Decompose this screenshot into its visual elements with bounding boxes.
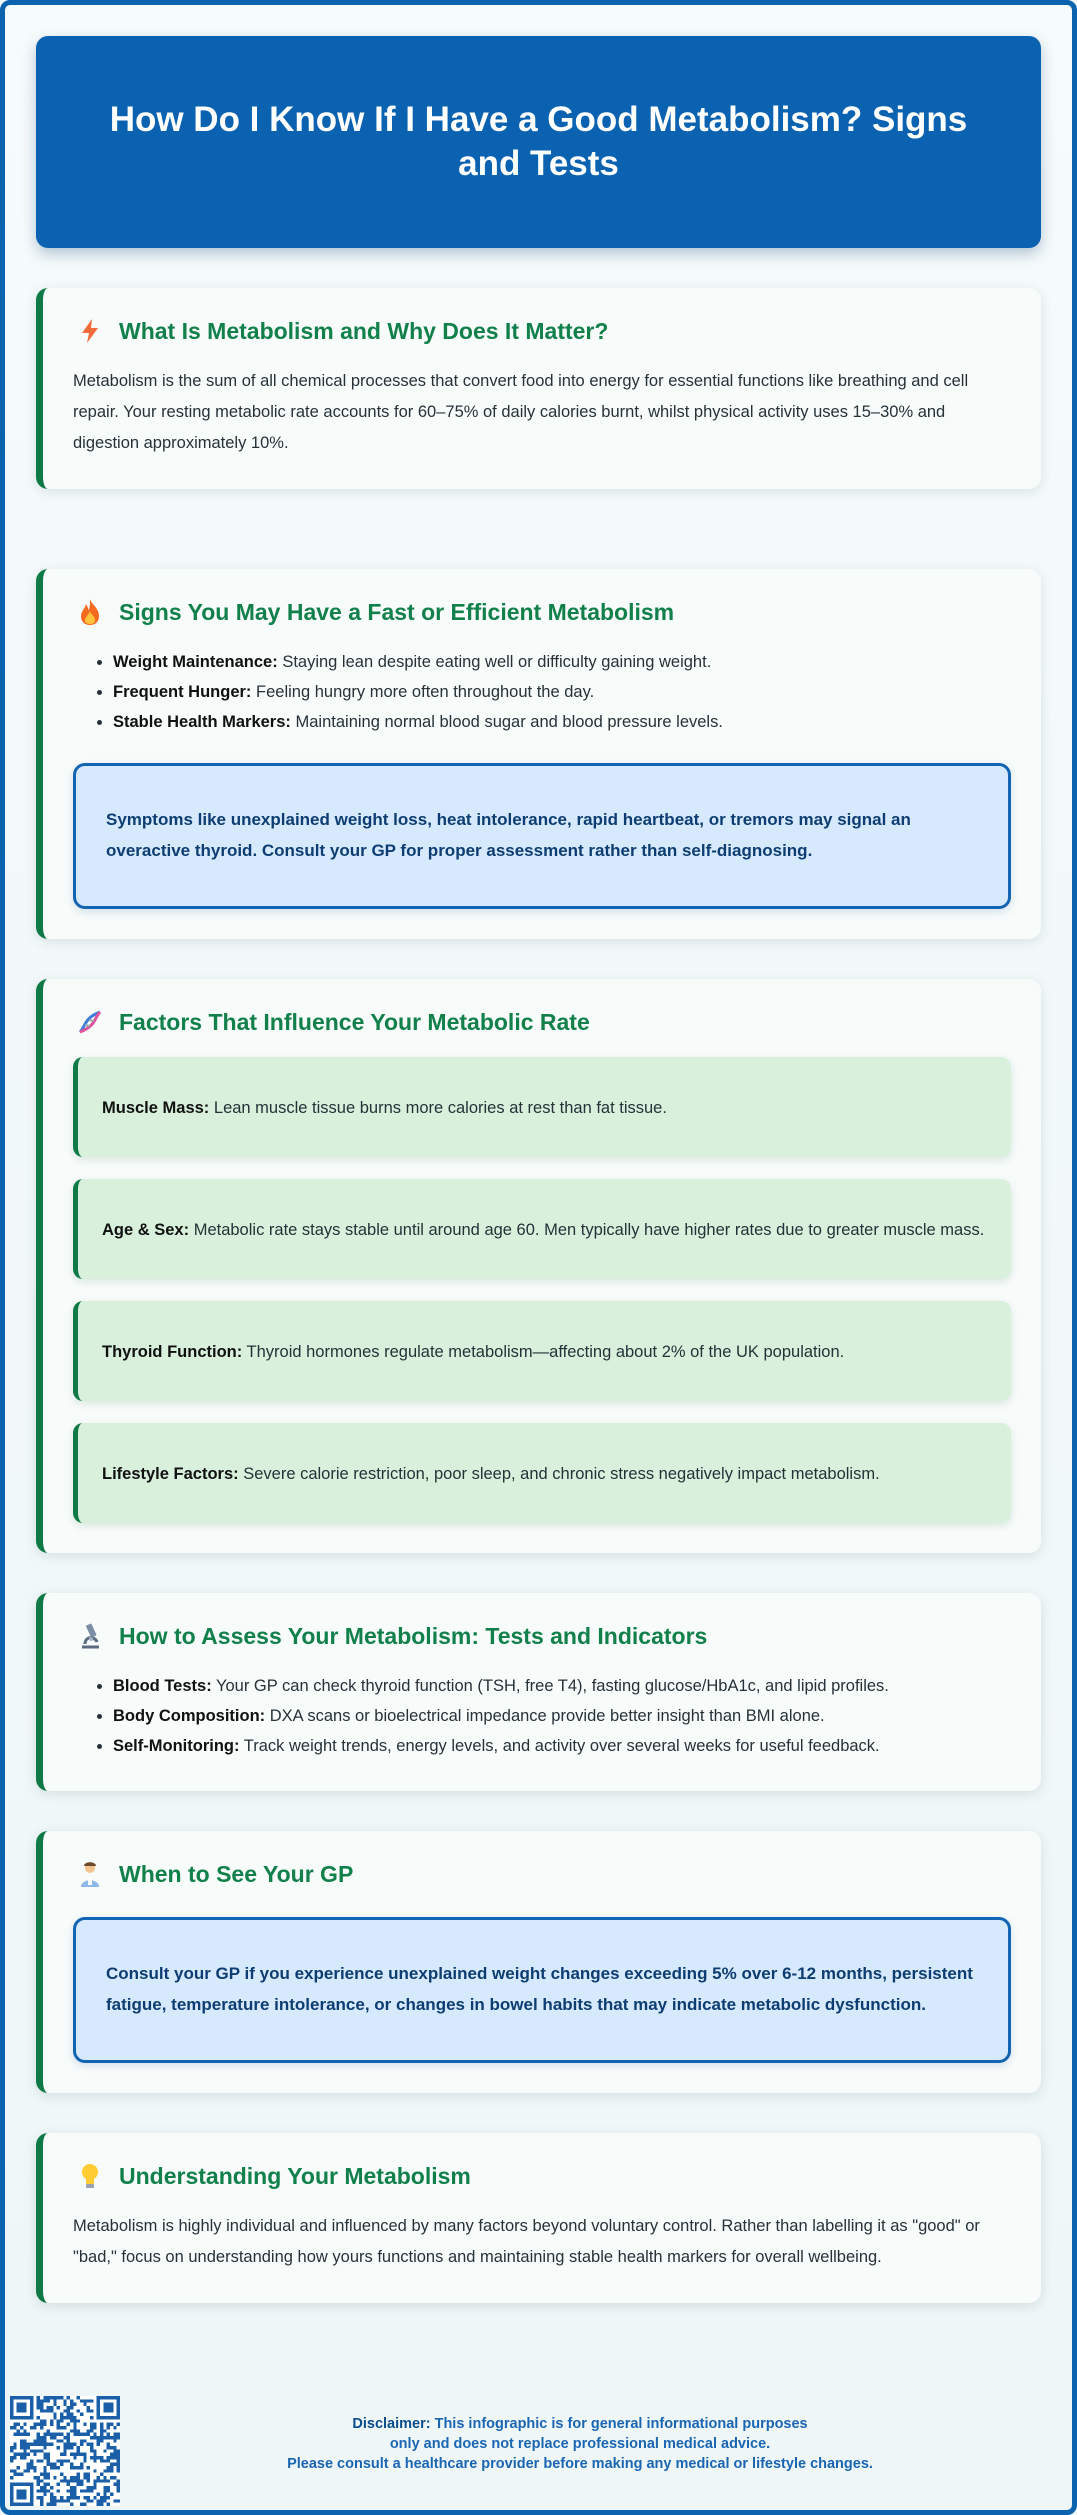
disclaimer-line-1: This infographic is for general informational purposes [434,2416,808,2432]
section-title: Understanding Your Metabolism [119,2162,471,2189]
disclaimer [150,2414,1010,2474]
section-signs [36,569,1041,939]
doctor-icon [73,1857,107,1891]
infographic [36,36,1041,2303]
factor-card: Muscle Mass: Lean muscle tissue burns more calories at rest than fat tissue. [73,1057,1011,1157]
assess-list [73,1671,1011,1761]
disclaimer-line-2: only and does not replace professional medical advice. [389,2436,771,2452]
section-body: Metabolism is highly individual and influenced by many factors beyond voluntary control. Rather than labelling it as "good" or "bad," focus on understanding how yours functions and maintaining stable health markers for overall wellbeing. [73,2217,980,2266]
gp-callout [73,1917,1011,2063]
section-understanding [36,2133,1041,2303]
factor-card: Age & Sex: Metabolic rate stays stable until around age 60. Men typically have higher rates due to greater muscle mass. [73,1179,1011,1279]
list-item: • Frequent Hunger: Feeling hungry more often throughout the day. [113,677,1011,707]
dna-icon [73,1005,107,1039]
disclaimer-label: Disclaimer: [352,2416,431,2432]
factor-card: Lifestyle Factors: Severe calorie restriction, poor sleep, and chronic stress negatively impact metabolism. [73,1423,1011,1523]
section-what-is-metabolism [36,288,1041,489]
section-title: What Is Metabolism and Why Does It Matter? [119,317,609,344]
lightning-icon [73,314,107,348]
section-title: When to See Your GP [119,1860,354,1887]
footer [0,2360,1077,2510]
factors-list [73,1057,1011,1523]
section-body: Metabolism is the sum of all chemical processes that convert food into energy for essential functions like breathing and cell repair. Your resting metabolic rate accounts for 60–75% of daily calories burnt, whilst physical activity uses 15–30% and digestion approximately 10%. [73,372,969,452]
fire-icon [73,595,107,629]
page-title: How Do I Know If I Have a Good Metabolism? Signs and Tests [109,100,968,183]
section-factors [36,979,1041,1553]
section-title: How to Assess Your Metabolism: Tests and Indicators [119,1622,708,1649]
signs-list [73,647,1011,737]
factor-card: Thyroid Function: Thyroid hormones regulate metabolism—affecting about 2% of the UK population. [73,1301,1011,1401]
list-item: • Weight Maintenance: Staying lean despite eating well or difficulty gaining weight. [113,647,1011,677]
section-assess [36,1593,1041,1791]
list-item: • Stable Health Markers: Maintaining normal blood sugar and blood pressure levels. [113,707,1011,737]
thyroid-warning-callout [73,763,1011,909]
microscope-icon [73,1619,107,1653]
section-see-gp [36,1831,1041,2093]
page-header [36,36,1041,248]
lightbulb-icon [73,2159,107,2193]
qr-code-icon [10,2396,120,2506]
list-item: • Blood Tests: Your GP can check thyroid function (TSH, free T4), fasting glucose/HbA1c, and lipid profiles. [113,1671,1011,1701]
callout-text: Symptoms like unexplained weight loss, heat intolerance, rapid heartbeat, or tremors may signal an overactive thyroid. Consult your GP for proper assessment rather than self-diagnosing. [106,810,911,860]
section-title: Signs You May Have a Fast or Efficient Metabolism [119,598,675,625]
list-item: • Self-Monitoring: Track weight trends, energy levels, and activity over several weeks for useful feedback. [113,1731,1011,1761]
section-title: Factors That Influence Your Metabolic Rate [119,1008,590,1035]
callout-text: Consult your GP if you experience unexplained weight changes exceeding 5% over 6-12 months, persistent fatigue, temperature intolerance, or changes in bowel habits that may indicate metabolic dysfunction. [106,1964,973,2014]
list-item: • Body Composition: DXA scans or bioelectrical impedance provide better insight than BMI alone. [113,1701,1011,1731]
disclaimer-line-3: Please consult a healthcare provider before making any medical or lifestyle changes. [287,2456,873,2472]
